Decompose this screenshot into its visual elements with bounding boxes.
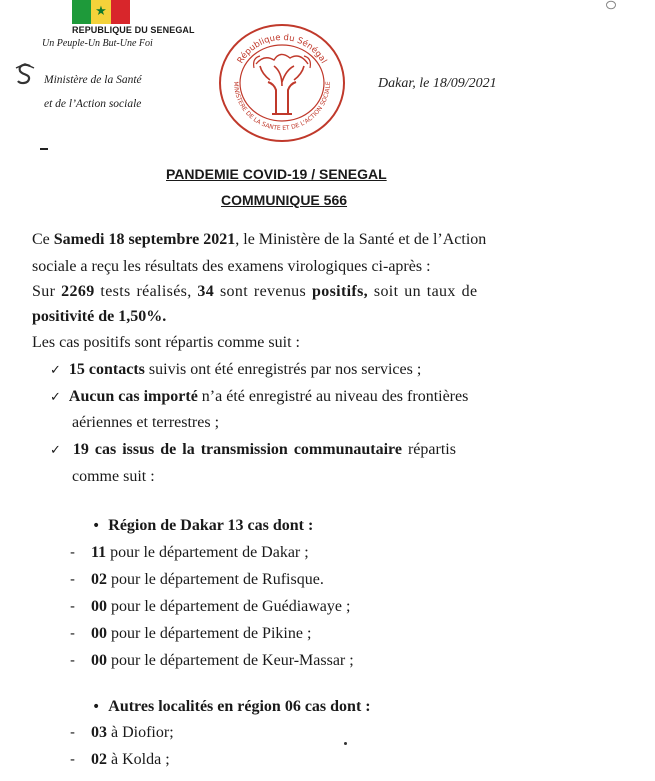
list-item [70, 651, 354, 670]
scan-speck [344, 742, 347, 745]
item-text: pour le département de Rufisque. [107, 571, 324, 588]
text: soit un taux de [368, 283, 478, 300]
positive-word: positifs, [311, 283, 369, 300]
scan-mark [40, 148, 48, 150]
svg-text:République du Sénégal: République du Sénégal [235, 32, 329, 66]
flag-red-band [111, 0, 130, 24]
case-count: 03 [91, 724, 107, 741]
flag-yellow-band [91, 0, 110, 24]
checkmark-icon: ✓ [50, 390, 61, 405]
item-text: pour le département de Pikine ; [107, 625, 312, 642]
check-item-imported [50, 387, 468, 407]
bullet-icon: • [92, 518, 101, 534]
item-text: à Kolda ; [107, 751, 170, 768]
document-date [378, 76, 497, 92]
senegal-flag [72, 0, 130, 24]
country-name: REPUBLIQUE DU SENEGAL [72, 25, 195, 35]
text: sont revenus [214, 283, 312, 300]
star-icon: ★ [95, 4, 107, 20]
list-item [70, 624, 311, 643]
autres-heading [92, 697, 371, 717]
dash-marker: - [70, 751, 75, 768]
checkmark-icon: ✓ [50, 363, 61, 378]
checkmark-icon: ✓ [50, 443, 61, 458]
text: Ce [32, 231, 54, 248]
community-cases: 19 cas issus de la transmission communautaire [72, 441, 402, 458]
date-emphasis: Samedi 18 septembre 2021 [53, 231, 236, 248]
item-text: pour le département de Keur-Massar ; [107, 652, 354, 669]
ministry-line2: et de l’Action sociale [44, 98, 142, 110]
dash-marker: - [70, 598, 75, 615]
text: suivis ont été enregistrés par nos services ; [144, 361, 422, 378]
dash-marker: - [70, 652, 75, 669]
list-item [70, 597, 350, 616]
dash-marker: - [70, 571, 75, 588]
positivity-rate: positivité de 1,50%. [32, 308, 167, 325]
list-item [70, 723, 174, 742]
official-seal-stamp [216, 22, 348, 144]
intro-line3 [32, 282, 477, 301]
ministry-line1: Ministère de la Santé [44, 74, 142, 86]
text: répartis [401, 441, 456, 458]
case-count: 00 [91, 652, 107, 669]
intro-line2: sociale a reçu les résultats des examens virologiques ci-après : [32, 258, 431, 275]
case-count: 02 [91, 571, 107, 588]
text: , le Ministère de la Santé et de l’Action [235, 231, 487, 248]
ministry-logo-icon [14, 62, 36, 88]
bullet-icon: • [92, 699, 101, 715]
date-value: 18/09/2021 [432, 76, 497, 91]
page-title: PANDEMIE COVID-19 / SENEGAL [166, 166, 387, 182]
communique-number: COMMUNIQUE 566 [221, 192, 348, 208]
dakar-heading [92, 516, 313, 536]
intro-line1 [32, 230, 486, 249]
dash-marker: - [70, 544, 75, 561]
list-item [70, 543, 309, 562]
intro-line4 [32, 307, 166, 326]
check-item-community [50, 440, 456, 460]
national-motto: Un Peuple-Un But-Une Foi [42, 38, 153, 49]
date-place: Dakar, le [378, 76, 430, 91]
item-text: pour le département de Guédiawaye ; [107, 598, 351, 615]
check-item-contacts [50, 360, 421, 380]
flag-green-band [72, 0, 91, 24]
intro-line5: Les cas positifs sont répartis comme suit : [32, 334, 300, 351]
item-text: pour le département de Dakar ; [106, 544, 309, 561]
check-item-imported-line2: aériennes et terrestres ; [72, 414, 220, 431]
dakar-heading-text: Région de Dakar 13 cas dont : [108, 517, 314, 534]
imported-cases: Aucun cas importé [68, 388, 198, 405]
autres-heading-text: Autres localités en région 06 cas dont : [108, 698, 371, 715]
dash-marker: - [70, 625, 75, 642]
text: tests réalisés, [94, 283, 198, 300]
scan-artifact-circle [605, 0, 617, 10]
contacts-count: 15 contacts [68, 361, 145, 378]
positive-count: 34 [197, 283, 215, 300]
case-count: 02 [91, 751, 107, 768]
svg-text:MINISTERE DE LA SANTE ET DE L': MINISTERE DE LA SANTE ET DE L'ACTION SOCIALE [231, 81, 333, 133]
dash-marker: - [70, 724, 75, 741]
case-count: 00 [91, 598, 107, 615]
case-count: 11 [91, 544, 107, 561]
list-item [70, 570, 324, 589]
list-item [70, 750, 170, 769]
case-count: 00 [91, 625, 107, 642]
text: n’a été enregistré au niveau des frontières [197, 388, 469, 405]
text: Sur [32, 283, 62, 300]
item-text: à Diofior; [107, 724, 174, 741]
tests-count: 2269 [61, 283, 95, 300]
check-item-community-line2: comme suit : [72, 468, 155, 485]
